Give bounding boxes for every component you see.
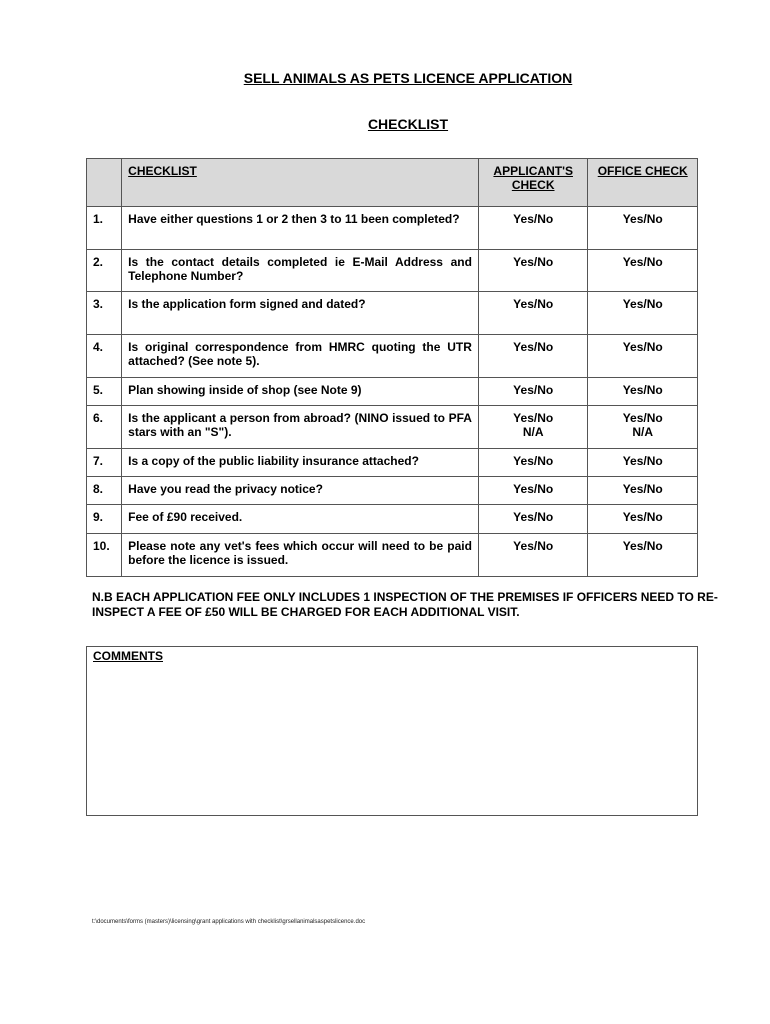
office-yes-no: Yes/No	[622, 411, 663, 425]
applicant-check-cell[interactable]: Yes/No	[478, 449, 588, 477]
office-check-cell[interactable]: Yes/No	[588, 250, 698, 292]
row-number: 9.	[87, 505, 122, 534]
row-number: 2.	[87, 250, 122, 292]
checklist-table	[86, 158, 698, 577]
row-number: 5.	[87, 378, 122, 406]
applicant-check-cell[interactable]: Yes/No	[478, 250, 588, 292]
office-check-cell[interactable]: Yes/No	[588, 378, 698, 406]
office-na: N/A	[632, 425, 654, 439]
row-question: Is the application form signed and dated?	[122, 292, 479, 335]
office-check-cell[interactable]: Yes/No	[588, 335, 698, 378]
row-question: Plan showing inside of shop (see Note 9)	[122, 378, 479, 406]
table-row	[87, 250, 698, 292]
table-row	[87, 292, 698, 335]
header-checklist: CHECKLIST	[122, 159, 479, 207]
document-subtitle: CHECKLIST	[367, 116, 449, 132]
table-row	[87, 378, 698, 406]
row-question: Is a copy of the public liability insurance attached?	[122, 449, 479, 477]
table-header-row	[87, 159, 698, 207]
row-number: 3.	[87, 292, 122, 335]
table-row	[87, 406, 698, 449]
row-number: 4.	[87, 335, 122, 378]
applicant-check-cell[interactable]: Yes/No	[478, 534, 588, 577]
applicant-check-cell[interactable]: Yes/No	[478, 505, 588, 534]
table-row	[87, 534, 698, 577]
applicant-check-cell[interactable]: Yes/No	[478, 292, 588, 335]
applicant-check-cell[interactable]: Yes/No	[478, 477, 588, 505]
office-check-cell[interactable]	[588, 406, 698, 449]
header-number	[87, 159, 122, 207]
document-title: SELL ANIMALS AS PETS LICENCE APPLICATION	[243, 70, 573, 86]
row-number: 1.	[87, 207, 122, 250]
row-question: Have either questions 1 or 2 then 3 to 11 been completed?	[122, 207, 479, 250]
row-question: Please note any vet's fees which occur will need to be paid before the licence is issued.	[122, 534, 479, 577]
header-applicant-check: APPLICANT'S CHECK	[478, 159, 588, 207]
row-number: 7.	[87, 449, 122, 477]
row-question: Is original correspondence from HMRC quoting the UTR attached? (See note 5).	[122, 335, 479, 378]
row-question: Is the contact details completed ie E-Mail Address and Telephone Number?	[122, 250, 479, 292]
table-row	[87, 449, 698, 477]
fee-note: N.B EACH APPLICATION FEE ONLY INCLUDES 1 INSPECTION OF THE PREMISES IF OFFICERS NEED TO RE-INSPECT A FEE OF £50 WILL BE CHARGED FOR EACH ADDITIONAL VISIT.	[92, 590, 718, 619]
office-check-cell[interactable]: Yes/No	[588, 292, 698, 335]
applicant-check-cell[interactable]: Yes/No	[478, 378, 588, 406]
row-number: 8.	[87, 477, 122, 505]
office-check-cell[interactable]: Yes/No	[588, 477, 698, 505]
row-number: 10.	[87, 534, 122, 577]
table-row	[87, 505, 698, 534]
applicant-na: N/A	[522, 425, 544, 439]
row-question: Fee of £90 received.	[122, 505, 479, 534]
comments-label: COMMENTS	[93, 649, 163, 663]
table-row	[87, 477, 698, 505]
row-number: 6.	[87, 406, 122, 449]
footer-file-path: t:\documents\forms (masters)\licensing\grant applications with checklist\grsellanimalsaspetslicence.doc	[92, 919, 366, 925]
applicant-check-cell[interactable]: Yes/No	[478, 207, 588, 250]
table-row	[87, 207, 698, 250]
table-row	[87, 335, 698, 378]
applicant-check-cell[interactable]: Yes/No	[478, 335, 588, 378]
office-check-cell[interactable]: Yes/No	[588, 449, 698, 477]
applicant-check-cell[interactable]	[478, 406, 588, 449]
office-check-cell[interactable]: Yes/No	[588, 207, 698, 250]
row-question: Have you read the privacy notice?	[122, 477, 479, 505]
header-office-check: OFFICE CHECK	[588, 159, 698, 207]
office-check-cell[interactable]: Yes/No	[588, 505, 698, 534]
row-question: Is the applicant a person from abroad? (NINO issued to PFA stars with an "S").	[122, 406, 479, 449]
office-check-cell[interactable]: Yes/No	[588, 534, 698, 577]
comments-box[interactable]	[86, 646, 698, 816]
applicant-yes-no: Yes/No	[513, 411, 554, 425]
